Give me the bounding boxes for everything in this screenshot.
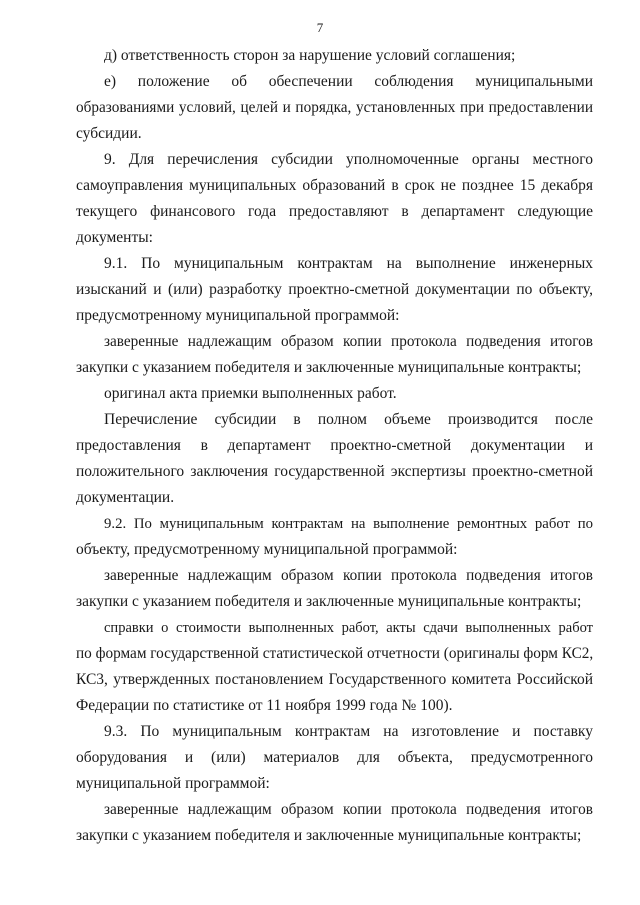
text-line: муниципальной программой: — [76, 775, 270, 792]
text-line: заверенные надлежащим образом копии протокола подведения итогов — [104, 567, 593, 584]
text-line: предусмотренному муниципальной программой: — [76, 307, 400, 324]
text-line: документации. — [76, 489, 175, 506]
text-line: образованиями условий, целей и порядка, установленных при предоставлении — [76, 99, 593, 116]
paragraph-acceptance-act — [76, 381, 593, 407]
text-line: закупки с указанием победителя и заключенные муниципальные контракты; — [76, 827, 582, 844]
text-line: по формам государственной статистической отчетности (оригиналы форм КС2, — [76, 645, 594, 662]
paragraph-d-responsibility — [76, 43, 593, 69]
text-line: КС3, утвержденных постановлением Государственного комитета Российской — [76, 671, 593, 688]
text-line: положительного заключения государственной экспертизы проектно-сметной — [76, 463, 593, 480]
paragraph-9-2 — [76, 511, 593, 563]
text-line: оригинал акта приемки выполненных работ. — [104, 385, 397, 402]
paragraph-certified-copies-2 — [76, 563, 593, 615]
text-line: Федерации по статистике от 11 ноября 1999 года № 100). — [76, 697, 453, 714]
text-line: предоставления в департамент проектно-сметной документации и — [76, 437, 593, 454]
text-line: объекту, предусмотренному муниципальной программой: — [76, 541, 458, 558]
text-line: закупки с указанием победителя и заключенные муниципальные контракты; — [76, 593, 582, 610]
text-line: заверенные надлежащим образом копии протокола подведения итогов — [104, 801, 593, 818]
text-line: закупки с указанием победителя и заключенные муниципальные контракты; — [76, 359, 582, 376]
paragraph-certified-copies-1 — [76, 329, 593, 381]
paragraph-9-1 — [76, 251, 593, 329]
text-line: самоуправления муниципальных образований в срок не позднее 15 декабря — [76, 177, 593, 194]
text-line: документы: — [76, 229, 153, 246]
text-line: д) ответственность сторон за нарушение условий соглашения; — [104, 47, 516, 64]
text-line: 9.3. По муниципальным контрактам на изготовление и поставку — [104, 723, 593, 740]
text-line: 9. Для перечисления субсидии уполномоченные органы местного — [104, 151, 593, 168]
document-body — [76, 43, 593, 849]
paragraph-9-transfer — [76, 147, 593, 251]
text-line: текущего финансового года предоставляют в департамент следующие — [76, 203, 593, 220]
paragraph-certified-copies-3 — [76, 797, 593, 849]
page-number: 7 — [316, 20, 324, 35]
paragraph-e-provision — [76, 69, 593, 147]
text-line: оборудования и (или) материалов для объекта, предусмотренного — [76, 749, 593, 766]
paragraph-full-transfer — [76, 407, 593, 511]
text-line: Перечисление субсидии в полном объеме производится после — [104, 411, 593, 428]
text-line: е) положение об обеспечении соблюдения муниципальными — [104, 73, 593, 90]
text-line: заверенные надлежащим образом копии протокола подведения итогов — [104, 333, 593, 350]
text-line: 9.2. По муниципальным контрактам на выполнение ремонтных работ по — [104, 516, 593, 532]
paragraph-9-3 — [76, 719, 593, 797]
text-line: субсидии. — [76, 125, 142, 142]
text-line: 9.1. По муниципальным контрактам на выполнение инженерных — [104, 255, 593, 272]
paragraph-cost-certificates — [76, 615, 593, 719]
text-line: изысканий и (или) разработку проектно-сметной документации по объекту, — [76, 281, 593, 298]
text-line: справки о стоимости выполненных работ, акты сдачи выполненных работ — [104, 620, 593, 636]
